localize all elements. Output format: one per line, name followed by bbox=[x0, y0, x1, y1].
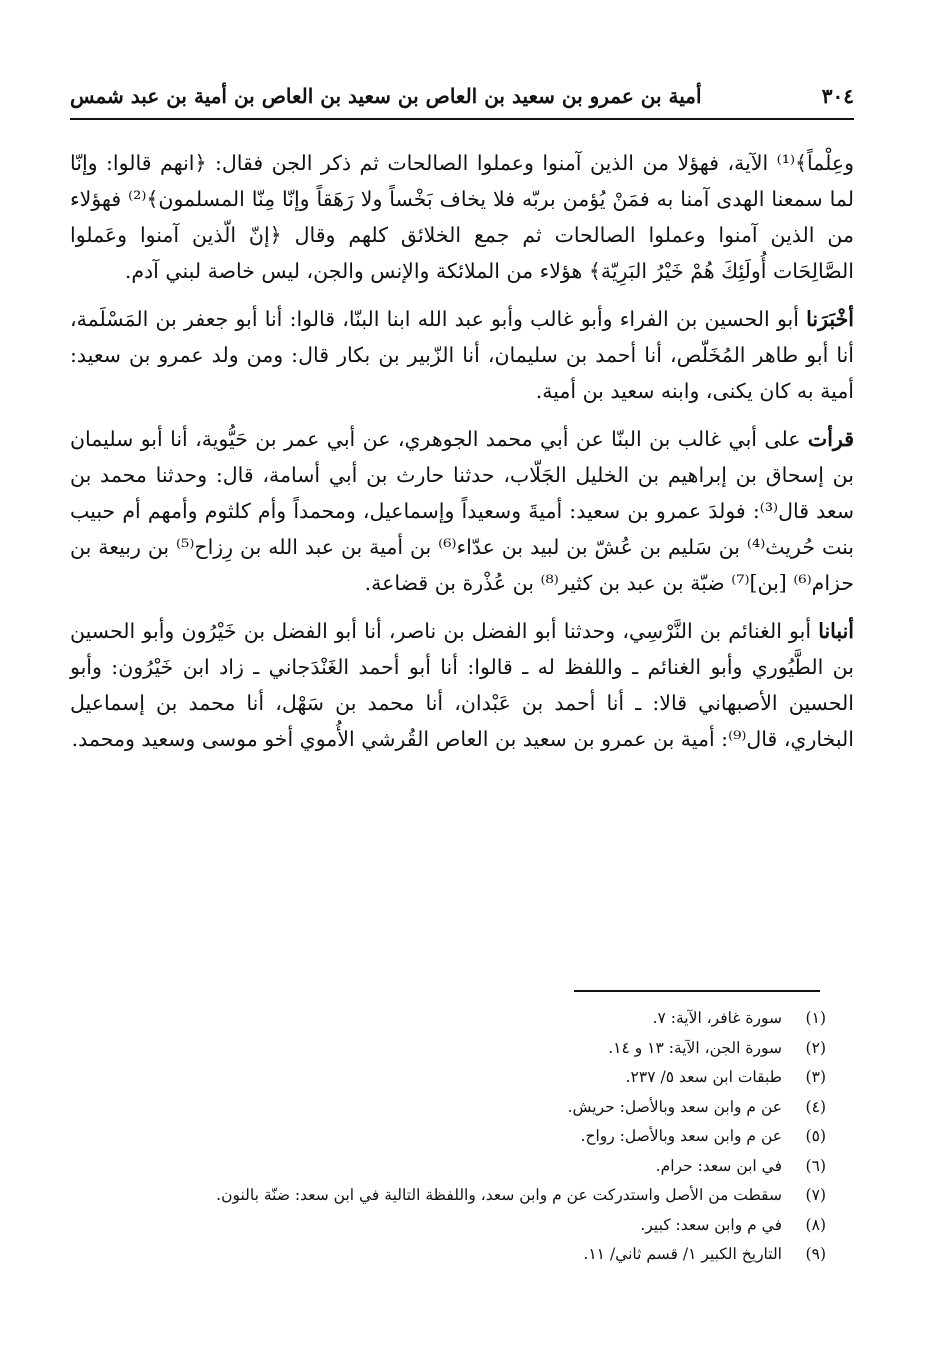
footnote-text: سورة غافر، الآية: ٧. bbox=[652, 1009, 782, 1027]
footnote bbox=[70, 1004, 826, 1034]
paragraph-lead-word: أنبانا bbox=[818, 619, 854, 643]
paragraph-lead-word: قرأت bbox=[807, 427, 854, 451]
footnote-text: في م وابن سعد: كبير. bbox=[640, 1215, 782, 1234]
page-number: ٣٠٤ bbox=[821, 84, 854, 108]
footnote-number: (١) bbox=[805, 1009, 826, 1027]
paragraph bbox=[70, 145, 854, 289]
footnote-number: (٦) bbox=[805, 1156, 826, 1175]
footnote-text: في ابن سعد: حرام. bbox=[655, 1156, 782, 1175]
main-text bbox=[70, 145, 854, 769]
footnote-text: طبقات ابن سعد ٥/ ٢٣٧. bbox=[625, 1068, 782, 1086]
footnote-separator bbox=[574, 990, 820, 992]
footnote bbox=[70, 1093, 826, 1123]
footnote-number: (٣) bbox=[805, 1068, 826, 1086]
paragraph-text: أبو الحسين بن الفراء وأبو غالب وأبو عبد الله ابنا البنّا، قالوا: أنا أبو جعفر بن المَسْلَمة، أنا أبو طاهر المُخَلّص، أنا أحمد بن سليمان، أنا الزّبير بن بكار قال: ومن ولد عمرو بن سعيد: أمية به كان يكنى، وابنه سعيد بن أمية. bbox=[70, 307, 854, 403]
paragraph-text: وعِلْماً﴾⁽¹⁾ الآية، فهؤلا من الذين آمنوا وعملوا الصالحات ثم ذكر الجن فقال: ﴿انهم قالوا: وإنّا لما سمعنا الهدى آمنا به فمَنْ يُؤمن بربّه فلا يخاف بَخْساً ولا رَهَقاً وإنّا مِنّا المسلمون﴾⁽²⁾ فهؤلاء من الذين آمنوا وعملوا الصالحات ثم جمع الخلائق كلهم وقال ﴿إنّ الّذين آمنوا وعَملوا الصَّالِحَات أُولَئِكَ هُمْ خَيْرُ البَرِيّة﴾ هؤلاء من الملائكة والإنس والجن، ليس خاصة لبني آدم. bbox=[70, 151, 854, 283]
footnotes bbox=[70, 1004, 826, 1270]
footnote-text: سورة الجن، الآية: ١٣ و ١٤. bbox=[608, 1038, 782, 1057]
footnote bbox=[70, 1211, 826, 1241]
footnote bbox=[70, 1240, 826, 1270]
footnote bbox=[70, 1152, 826, 1182]
paragraph-lead-word: أخْبَرَنا bbox=[806, 307, 854, 331]
page-header bbox=[70, 78, 854, 114]
footnote bbox=[70, 1063, 826, 1093]
footnote bbox=[70, 1181, 826, 1211]
footnote-text: عن م وابن سعد وبالأصل: رواح. bbox=[580, 1127, 782, 1145]
footnote bbox=[70, 1034, 826, 1064]
footnote bbox=[70, 1122, 826, 1152]
paragraph bbox=[70, 301, 854, 409]
footnote-text: عن م وابن سعد وبالأصل: حريش. bbox=[567, 1097, 782, 1116]
footnote-number: (٢) bbox=[805, 1038, 826, 1057]
paragraph bbox=[70, 421, 854, 601]
footnote-number: (٤) bbox=[805, 1097, 826, 1116]
paragraph-text: على أبي غالب بن البنّا عن أبي محمد الجوهري، عن أبي عمر بن حَيُّوية، أنا أبو سليمان بن إسحاق بن إبراهيم بن الخليل الجَلّاب، حدثنا حارث بن أبي أسامة، قال: وحدثنا محمد بن سعد قال⁽³⁾: فولدَ عمرو بن سعيد: أميةَ وسعيداً وإسماعيل، ومحمداً وأم كلثوم وأمهم أم حبيب بنت حُريث⁽⁴⁾ بن سَليم بن عُشّ بن لبيد بن عدّاء⁽⁶⁾ بن أمية بن عبد الله بن رِزاح⁽⁵⁾ بن ربيعة بن حزام⁽⁶⁾ [بن]⁽⁷⁾ ضبّة بن عبد بن كثير⁽⁸⁾ بن عُذْرة بن قضاعة. bbox=[70, 427, 854, 595]
running-title: أمية بن عمرو بن سعيد بن العاص بن سعيد بن العاص بن أمية بن عبد شمس bbox=[70, 84, 702, 108]
header-rule bbox=[70, 118, 854, 120]
footnote-text: سقطت من الأصل واستدركت عن م وابن سعد، واللفظة التالية في ابن سعد: ضنّة بالنون. bbox=[216, 1186, 782, 1204]
paragraph-text: أبو الغنائم بن النَّرْسِي، وحدثنا أبو الفضل بن ناصر، أنا أبو الفضل بن خَيْرُون وأبو الحسين بن الطَّيُوري وأبو الغنائم ـ واللفظ له ـ قالوا: أنا أبو أحمد الغَنْدَجاني ـ زاد ابن خَيْرُون: وأبو الحسين الأصبهاني قالا: ـ أنا أحمد بن عَبْدان، أنا محمد بن سَهْل، أنا محمد بن إسماعيل البخاري، قال⁽⁹⁾: أمية بن عمرو بن سعيد بن العاص القُرشي الأُموي أخو موسى وسعيد ومحمد. bbox=[70, 619, 854, 751]
footnote-text: التاريخ الكبير ١/ قسم ثاني/ ١١. bbox=[583, 1245, 782, 1263]
paragraph bbox=[70, 613, 854, 757]
footnote-number: (٨) bbox=[805, 1215, 826, 1234]
footnote-number: (٧) bbox=[805, 1186, 826, 1204]
footnote-number: (٥) bbox=[805, 1127, 826, 1145]
footnote-number: (٩) bbox=[805, 1245, 826, 1263]
